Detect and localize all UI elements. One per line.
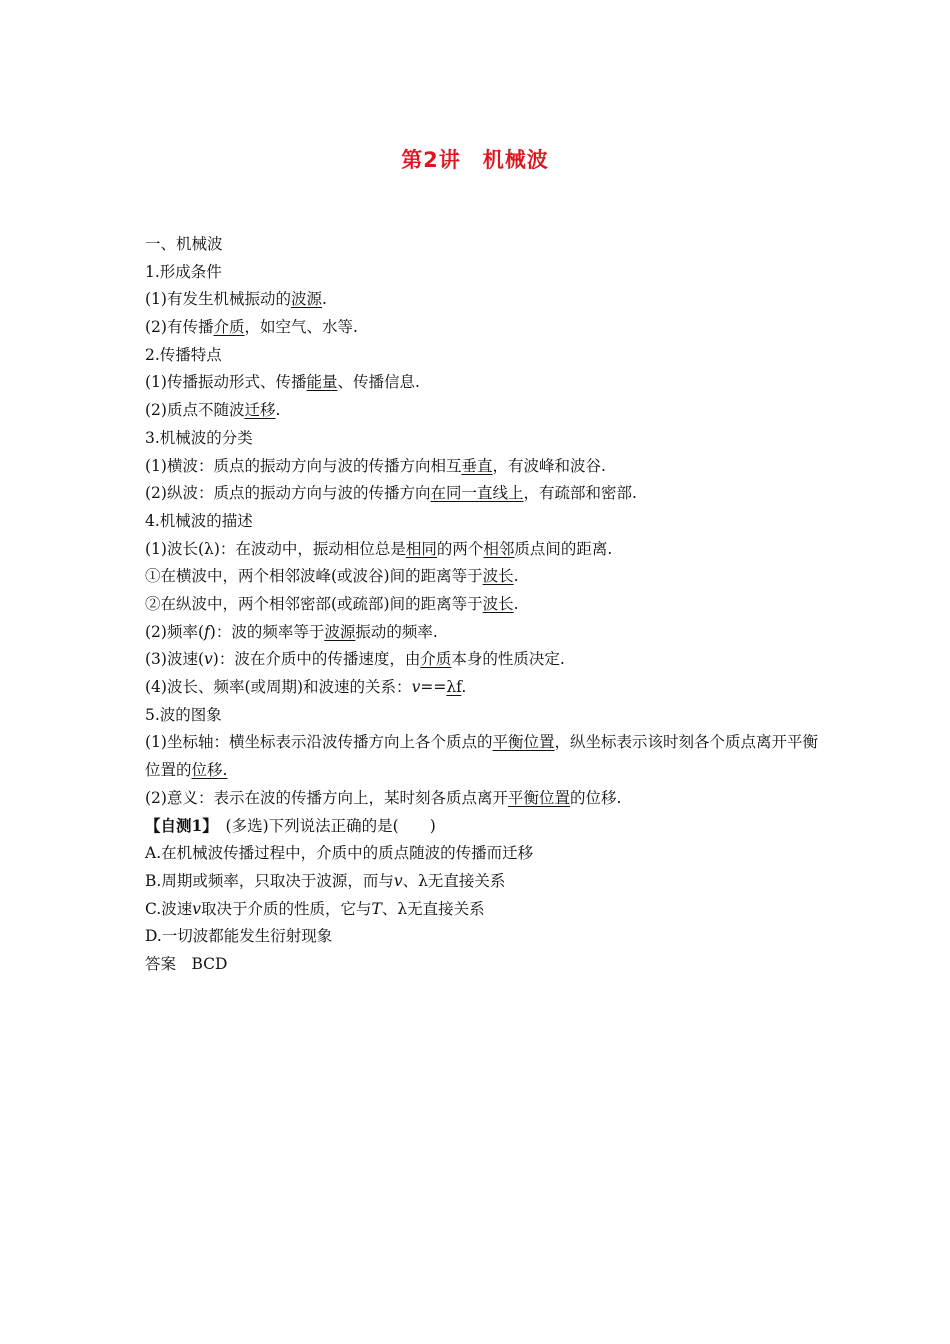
text-line <box>145 397 825 425</box>
text-run: (3)波速( <box>145 650 205 669</box>
text-run: )：波的频率等于 <box>209 622 325 641</box>
text-run: (1)横波：质点的振动方向与波的传播方向相互 <box>145 456 462 475</box>
document-body <box>145 231 825 979</box>
bold-label: 【自测1】 <box>145 816 211 836</box>
text-run: C.波速 <box>145 899 193 918</box>
text-run: . <box>321 290 327 309</box>
underlined-answer: 在同一直线上 <box>430 484 524 503</box>
text-line <box>145 729 825 784</box>
text-line <box>145 674 825 702</box>
underlined-answer: 介质 <box>213 318 245 337</box>
text-run: 取决于介质的性质，它与 <box>201 899 372 918</box>
text-line <box>145 314 825 342</box>
text-line <box>145 480 825 508</box>
text-line: 3.机械波的分类 <box>145 428 253 447</box>
text-run: 振动的频率. <box>355 622 438 641</box>
text-line <box>145 591 825 619</box>
text-line: D.一切波都能发生衍射现象 <box>145 927 333 946</box>
underlined-answer: 位移. <box>191 761 228 780</box>
underlined-answer: 波长 <box>482 567 514 586</box>
text-run: (1)坐标轴：横坐标表示沿波传播方向上各个质点的 <box>145 733 493 752</box>
text-run: 质点间的距离. <box>514 539 613 558</box>
underlined-answer: 平衡位置 <box>492 733 555 752</box>
text-run: . <box>461 678 467 696</box>
text-run: 本身的性质决定. <box>451 650 565 669</box>
underlined-answer: 相邻 <box>483 539 515 558</box>
italic-symbol: v <box>411 678 421 696</box>
underlined-answer: 垂直 <box>461 456 493 475</box>
text-run: ，纵坐标表示该时刻各个质点离开平衡位置的 <box>145 733 818 780</box>
text-run: ②在纵波中，两个相邻密部(或疏部)间的距离等于 <box>145 594 483 613</box>
text-run: (2)意义：表示在波的传播方向上，某时刻各质点离开 <box>145 788 508 807</box>
text-run: 、λ无直接关系 <box>381 899 485 918</box>
text-run: 、λ无直接关系 <box>402 871 506 890</box>
italic-symbol: v <box>393 871 403 890</box>
text-run: ①在横波中，两个相邻波峰(或波谷)间的距离等于 <box>145 567 483 586</box>
text-run: (1)波长(λ)：在波动中，振动相位总是 <box>145 539 406 558</box>
text-run: B.周期或频率，只取决于波源，而与 <box>145 871 394 890</box>
text-run: (1)有发生机械振动的 <box>145 290 291 309</box>
text-run: . <box>275 401 281 420</box>
underlined-answer: 能量 <box>306 373 338 392</box>
text-run: . <box>513 567 519 586</box>
text-run: (2)有传播 <box>145 318 214 337</box>
text-line <box>145 812 825 840</box>
underlined-answer: 波长 <box>482 594 514 613</box>
italic-symbol: v <box>204 650 213 669</box>
text-run: (2)质点不随波 <box>145 401 245 420</box>
text-run: )：波在介质中的传播速度，由 <box>212 650 421 669</box>
text-run: 的位移. <box>569 788 622 807</box>
text-run: (1)传播振动形式、传播 <box>145 373 307 392</box>
page-title: 第2讲 机械波 <box>401 148 549 172</box>
text-line <box>145 646 825 674</box>
text-line <box>145 453 825 481</box>
italic-symbol: v <box>192 899 201 918</box>
underlined-answer: 波源 <box>290 290 322 309</box>
text-line <box>145 563 825 591</box>
text-run: (2)纵波：质点的振动方向与波的传播方向 <box>145 484 431 503</box>
underlined-answer: 波源 <box>324 622 356 641</box>
text-run: ，有波峰和波谷. <box>492 456 606 475</box>
text-line: A.在机械波传播过程中，介质中的质点随波的传播而迁移 <box>145 844 534 863</box>
text-run: == <box>420 678 447 696</box>
underlined-answer: 迁移 <box>244 401 276 420</box>
text-run: ，有疏部和密部. <box>523 484 637 503</box>
underlined-answer: 介质 <box>420 650 452 669</box>
text-line <box>145 868 825 896</box>
text-run: (4)波长、频率(或周期)和波速的关系： <box>145 678 412 696</box>
underlined-answer: 相同 <box>405 539 437 558</box>
text-run: ，如空气、水等. <box>244 318 358 337</box>
text-line: 一、机械波 <box>145 235 223 253</box>
italic-symbol: f <box>204 622 210 641</box>
text-line: 2.传播特点 <box>145 345 222 364</box>
text-line: 4.机械波的描述 <box>145 511 253 530</box>
text-line <box>145 896 825 924</box>
underlined-answer: λf <box>446 678 462 696</box>
text-line <box>145 619 825 647</box>
text-line: 答案 BCD <box>145 954 228 973</box>
text-line <box>145 286 825 314</box>
text-run: (多选)下列说法正确的是( ) <box>210 817 436 836</box>
text-run: (2)频率( <box>145 622 205 641</box>
text-line: 1.形成条件 <box>145 262 222 281</box>
text-line <box>145 785 825 813</box>
text-run: 、传播信息. <box>337 373 420 392</box>
text-line <box>145 536 825 564</box>
text-line <box>145 369 825 397</box>
text-run: . <box>513 594 519 613</box>
text-line: 5.波的图象 <box>145 705 222 724</box>
text-run: 的两个 <box>436 539 484 558</box>
italic-symbol: T <box>371 899 382 918</box>
underlined-answer: 平衡位置 <box>507 788 570 807</box>
